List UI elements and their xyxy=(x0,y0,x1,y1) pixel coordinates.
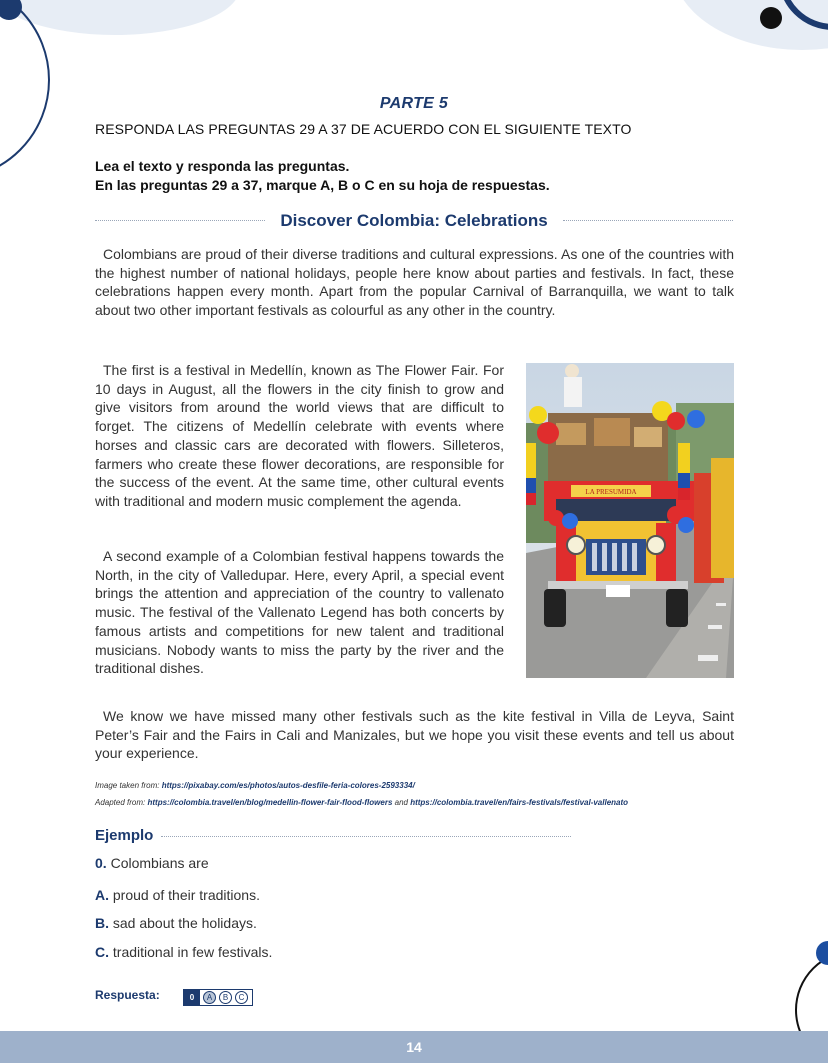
image-credit xyxy=(95,781,415,790)
example-option-c xyxy=(95,944,272,960)
answer-sheet-sample xyxy=(183,989,253,1006)
image-credit-prefix: Image taken from: xyxy=(95,781,162,790)
article-paragraph-3: A second example of a Colombian festival happens towards the North, in the city of Valledupar. Here, every April, a special event brings the attention and appreciation of the country to vallenato music. The festival of the Vallenato Legend has both concerts by famous artists and competitions for new talent and traditional musicians. Nobody wants to miss the party by the river and the traditional dishes. xyxy=(95,548,504,677)
article-paragraph-2: The first is a festival in Medellín, known as The Flower Fair. For 10 days in August, all the flowers in the city finish to grow and give visitors from around the world views that are difficult to forget. The citizens of Medellín celebrate with events where horses and classic cars are decorated with flowers. Silleteros, farmers who create these flower decorations, are responsible for the success of the event. At the same time, other cultural events with traditional and modern music complement the agenda. xyxy=(95,362,504,509)
example-label: Ejemplo xyxy=(95,827,154,844)
decor-arc-left xyxy=(0,0,50,180)
photo-sign-text: LA PRESUMIDA xyxy=(585,488,637,496)
adapted-credit-prefix: Adapted from: xyxy=(95,798,148,807)
example-question-key: 0. xyxy=(95,855,107,871)
title-rule-right xyxy=(563,220,733,221)
section-subtitle: RESPONDA LAS PREGUNTAS 29 A 37 DE ACUERDO CON EL SIGUIENTE TEXTO xyxy=(95,121,632,137)
option-key: B. xyxy=(95,915,109,931)
festival-jeep-photo xyxy=(526,363,734,678)
adapted-credit-link-2[interactable]: https://colombia.travel/en/fairs-festivals/festival-vallenato xyxy=(410,798,629,807)
example-rule xyxy=(161,836,571,837)
article-paragraph-1: Colombians are proud of their diverse traditions and cultural expressions. As one of the countries with the highest number of national holidays, people here know about parties and festivals. In fact, these celebrations happen every month. Apart from the popular Carnival of Barranquilla, we want to talk about two other important festivals as colourful as any other in the country. xyxy=(95,246,734,319)
option-text: traditional in few festivals. xyxy=(112,944,273,960)
example-question-text: Colombians are xyxy=(110,855,209,871)
example-option-b xyxy=(95,915,257,931)
article-title: Discover Colombia: Celebrations xyxy=(280,211,548,230)
example-question xyxy=(95,855,209,871)
option-key: C. xyxy=(95,944,109,960)
instruction-line-1: Lea el texto y responda las preguntas. xyxy=(95,158,350,174)
answer-number: 0 xyxy=(184,990,200,1005)
answer-bubble-c: C xyxy=(235,991,248,1004)
festival-jeep-illustration xyxy=(526,363,734,678)
article-paragraph-4: We know we have missed many other festivals such as the kite festival in Villa de Leyva, Saint Peter’s Fair and the Fairs in Cali and Manizales, but we hope you visit these events and tell us about your experience. xyxy=(95,708,734,762)
part-heading: PARTE 5 xyxy=(379,95,449,112)
adapted-credit xyxy=(95,798,628,807)
adapted-credit-and: and xyxy=(392,798,411,807)
option-text: proud of their traditions. xyxy=(112,887,260,903)
instruction-line-2: En las preguntas 29 a 37, marque A, B o C en su hoja de respuestas. xyxy=(95,177,550,193)
decor-dot-top-right xyxy=(760,7,782,29)
page-number: 14 xyxy=(406,1039,422,1055)
example-header xyxy=(95,826,571,846)
example-option-a xyxy=(95,887,260,903)
article-title-row xyxy=(95,209,733,233)
image-credit-link[interactable]: https://pixabay.com/es/photos/autos-desfile-feria-colores-2593334/ xyxy=(161,781,415,790)
answer-bubble-b: B xyxy=(219,991,232,1004)
page-footer xyxy=(0,1031,828,1063)
option-text: sad about the holidays. xyxy=(112,915,257,931)
answer-bubble-a: A xyxy=(203,991,216,1004)
option-key: A. xyxy=(95,887,109,903)
answer-label: Respuesta: xyxy=(95,988,160,1002)
adapted-credit-link-1[interactable]: https://colombia.travel/en/blog/medellin-flower-fair-flood-flowers xyxy=(147,798,393,807)
